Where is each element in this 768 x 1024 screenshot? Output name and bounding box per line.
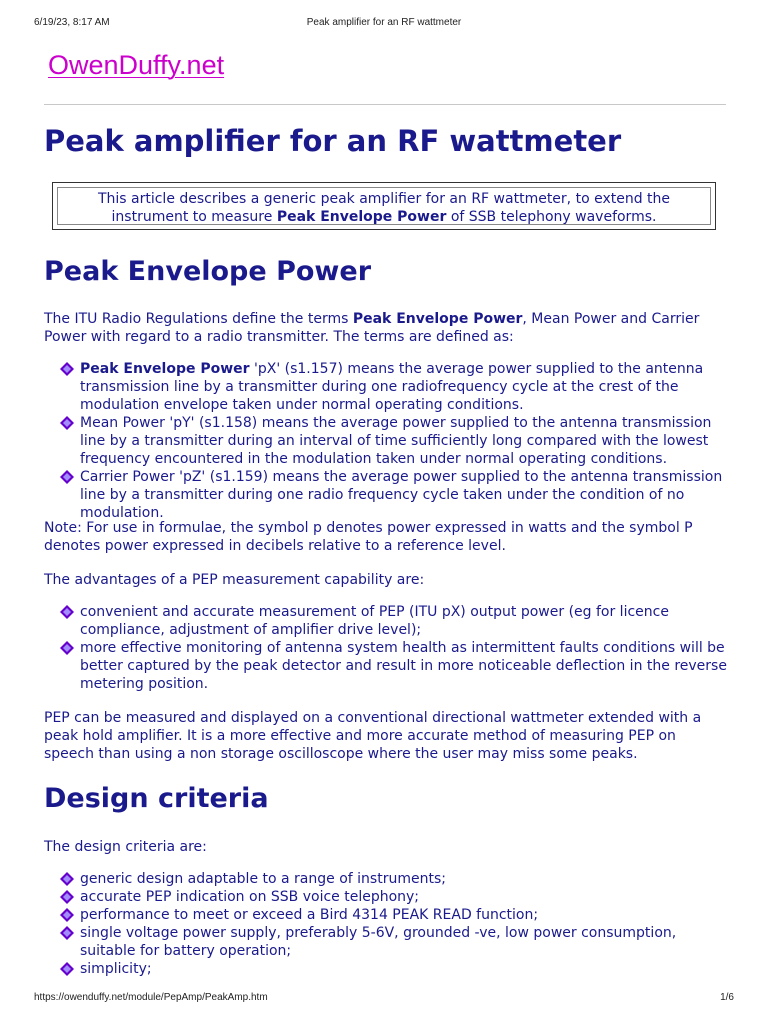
section-heading-pep: Peak Envelope Power	[44, 256, 372, 287]
diamond-bullet-icon	[60, 926, 74, 940]
pep-intro: The ITU Radio Regulations define the terms Peak Envelope Power, Mean Power and Carrier Power with regard to a radio transmitter. The terms are defined as:	[44, 311, 700, 345]
section-heading-design: Design criteria	[44, 783, 269, 814]
advantages-list	[44, 603, 728, 693]
print-page-number: 1/6	[720, 992, 734, 1003]
header-divider	[44, 104, 726, 105]
print-title: Peak amplifier for an RF wattmeter	[306, 17, 462, 28]
abstract-bold-term: Peak Envelope Power	[276, 209, 447, 225]
pep-closing: PEP can be measured and displayed on a conventional directional wattmeter extended with a peak hold amplifier. It is a more effective and more accurate method of measuring PEP on speech than using a non storage oscilloscope where the user may miss some peaks.	[44, 710, 702, 762]
print-header	[34, 17, 734, 31]
site-logo-link[interactable]: OwenDuffy.net	[48, 50, 225, 80]
diamond-bullet-icon	[60, 362, 74, 376]
list-item: single voltage power supply, preferably 5-6V, grounded -ve, low power consumption, suitable for battery operation;	[44, 924, 728, 960]
advantages-intro: The advantages of a PEP measurement capability are:	[44, 572, 425, 588]
print-footer	[34, 992, 734, 1006]
diamond-bullet-icon	[60, 872, 74, 886]
diamond-bullet-icon	[60, 641, 74, 655]
print-url: https://owenduffy.net/module/PepAmp/PeakAmp.htm	[34, 992, 268, 1003]
list-item: convenient and accurate measurement of PEP (ITU pX) output power (eg for licence compliance, adjustment of amplifier drive level);	[44, 603, 728, 639]
list-item: accurate PEP indication on SSB voice telephony;	[44, 888, 728, 906]
diamond-bullet-icon	[60, 908, 74, 922]
list-item: Mean Power 'pY' (s1.158) means the average power supplied to the antenna transmission line by a transmitter during an interval of time sufficiently long compared with the lowest frequency encountered in the modulation taken under normal operating conditions.	[44, 414, 728, 468]
diamond-bullet-icon	[60, 416, 74, 430]
abstract-text: This article describes a generic peak amplifier for an RF wattmeter, to extend the instrument to measure Peak Envelope Power of SSB telephony waveforms.	[57, 187, 711, 225]
page-title: Peak amplifier for an RF wattmeter	[44, 124, 622, 158]
print-datetime: 6/19/23, 8:17 AM	[34, 17, 110, 28]
list-item: performance to meet or exceed a Bird 4314 PEAK READ function;	[44, 906, 728, 924]
criteria-list	[44, 870, 728, 978]
diamond-bullet-icon	[60, 470, 74, 484]
list-item: simplicity;	[44, 960, 728, 978]
abstract-box	[52, 182, 716, 230]
list-item: more effective monitoring of antenna system health as intermittent faults conditions will be better captured by the peak detector and result in more noticeable deflection in the reverse metering position.	[44, 639, 728, 693]
diamond-bullet-icon	[60, 962, 74, 976]
list-item: Peak Envelope Power 'pX' (s1.157) means the average power supplied to the antenna transmission line by a transmitter during one radiofrequency cycle at the crest of the modulation envelope taken under normal operating conditions.	[44, 360, 728, 414]
list-item: Carrier Power 'pZ' (s1.159) means the average power supplied to the antenna transmission line by a transmitter during one radio frequency cycle taken under the condition of no modulation.	[44, 468, 728, 522]
diamond-bullet-icon	[60, 890, 74, 904]
symbol-note: Note: For use in formulae, the symbol p denotes power expressed in watts and the symbol P denotes power expressed in decibels relative to a reference level.	[44, 520, 693, 554]
design-intro: The design criteria are:	[44, 839, 207, 855]
list-item: generic design adaptable to a range of instruments;	[44, 870, 728, 888]
diamond-bullet-icon	[60, 605, 74, 619]
definitions-list	[44, 360, 728, 522]
